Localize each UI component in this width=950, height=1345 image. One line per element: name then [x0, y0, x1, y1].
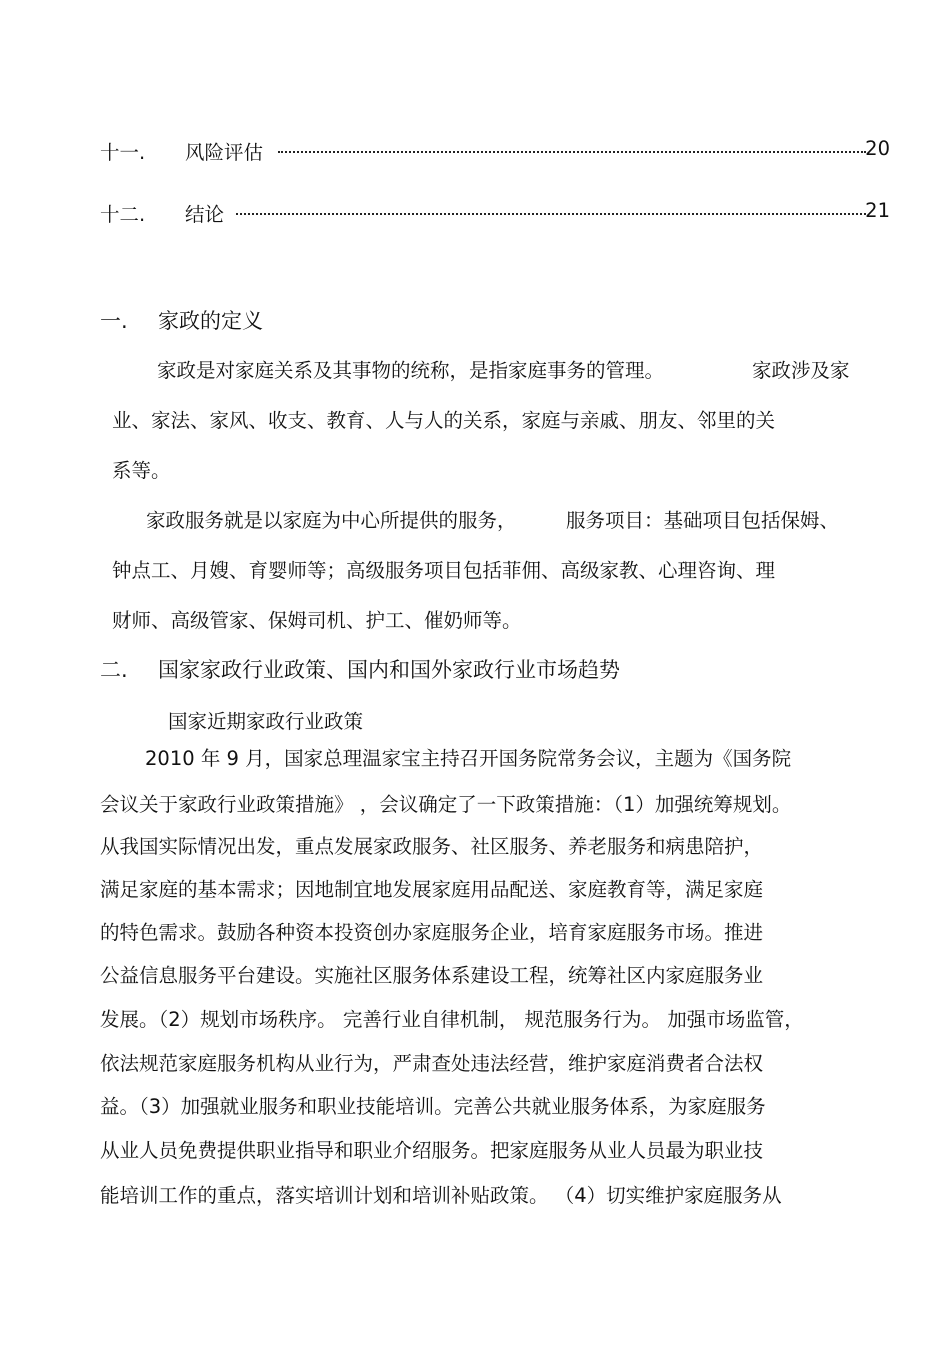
toc-page-number: 20	[865, 137, 890, 160]
toc-number: 十二.	[100, 203, 146, 226]
paragraph-line: 满足家庭的基本需求；因地制宜地发展家庭用品配送、家庭教育等，满足家庭	[100, 878, 764, 901]
paragraph-line: 系等。	[112, 459, 171, 482]
paragraph-line: 财师、高级管家、保姆司机、护工、催奶师等。	[112, 609, 522, 632]
paragraph-line: 钟点工、月嫂、育婴师等；高级服务项目包括菲佣、高级家教、心理咨询、理	[112, 559, 776, 582]
toc-leader-dots	[278, 151, 866, 153]
paragraph-line: 家政涉及家	[752, 359, 850, 382]
paragraph-line: 服务项目：基础项目包括保姆、	[566, 509, 840, 532]
toc-page-number: 21	[865, 199, 890, 222]
subsection-heading: 国家近期家政行业政策	[168, 710, 364, 733]
paragraph-line: 2010 年 9 月，国家总理温家宝主持召开国务院常务会议，主题为《国务院	[145, 747, 792, 770]
paragraph-line: 能培训工作的重点，落实培训计划和培训补贴政策。 （4）切实维护家庭服务从	[100, 1184, 782, 1207]
section-number: 一.	[100, 309, 128, 333]
paragraph-line: 会议关于家政行业政策措施》 ，会议确定了一下政策措施：（1）加强统筹规划。	[100, 793, 792, 816]
paragraph-line: 从业人员免费提供职业指导和职业介绍服务。把家庭服务从业人员最为职业技	[100, 1139, 764, 1162]
paragraph-line: 家政是对家庭关系及其事物的统称，是指家庭事务的管理。	[157, 359, 665, 382]
paragraph-line: 业、家法、家风、收支、教育、人与人的关系，家庭与亲戚、朋友、邻里的关	[112, 409, 776, 432]
paragraph-line: 家政服务就是以家庭为中心所提供的服务，	[146, 509, 517, 532]
toc-entry[interactable]	[100, 199, 890, 225]
paragraph-line: 公益信息服务平台建设。实施社区服务体系建设工程，统筹社区内家庭服务业	[100, 964, 764, 987]
toc-leader-dots	[236, 213, 866, 215]
section-number: 二.	[100, 658, 128, 682]
paragraph-line: 益。（3）加强就业服务和职业技能培训。完善公共就业服务体系，为家庭服务	[100, 1095, 766, 1118]
toc-title: 风险评估	[185, 141, 264, 164]
section-heading: 国家家政行业政策、国内和国外家政行业市场趋势	[158, 658, 620, 682]
section-heading: 家政的定义	[158, 309, 263, 333]
paragraph-line: 的特色需求。鼓励各种资本投资创办家庭服务企业，培育家庭服务市场。推进	[100, 921, 764, 944]
toc-title: 结论	[185, 203, 225, 226]
paragraph-line: 从我国实际情况出发，重点发展家政服务、社区服务、养老服务和病患陪护，	[100, 835, 764, 858]
toc-number: 十一.	[100, 141, 146, 164]
paragraph-line: 依法规范家庭服务机构从业行为，严肃查处违法经营，维护家庭消费者合法权	[100, 1052, 764, 1075]
paragraph-line: 发展。（2）规划市场秩序。 完善行业自律机制， 规范服务行为。 加强市场监管，	[100, 1008, 804, 1031]
toc-entry[interactable]	[100, 137, 890, 163]
